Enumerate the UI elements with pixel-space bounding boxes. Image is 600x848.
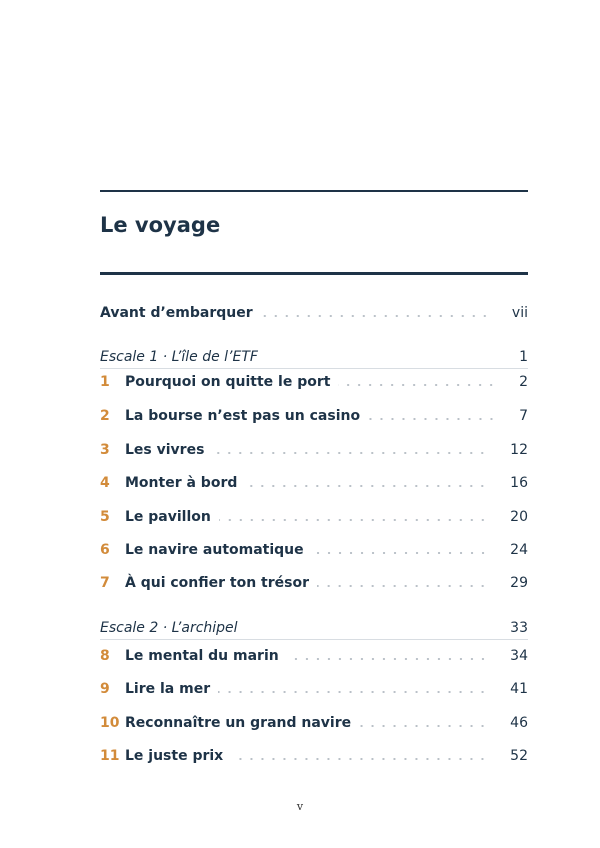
- toc-part-label: Escale 1 · L’île de l’ETF: [100, 349, 258, 365]
- toc-part-1[interactable]: [100, 346, 528, 369]
- toc-entry-number: 6: [100, 542, 110, 558]
- toc-entry-label: Le pavillon: [125, 509, 211, 525]
- toc-entry-page: 34: [510, 648, 528, 664]
- toc-entry-label: Avant d’embarquer: [100, 305, 253, 321]
- dot-leader: [317, 585, 488, 587]
- toc-entry-number: 10: [100, 715, 120, 731]
- toc-entry-number: 5: [100, 509, 110, 525]
- toc-entry-chapter-1[interactable]: [100, 371, 528, 393]
- dot-leader: [245, 485, 488, 487]
- dot-leader: [368, 418, 497, 420]
- toc-entry-chapter-11[interactable]: [100, 745, 528, 767]
- toc-entry-page: 7: [519, 408, 528, 424]
- dot-leader: [338, 384, 497, 386]
- dot-leader: [218, 691, 488, 693]
- toc-entry-chapter-8[interactable]: [100, 645, 528, 667]
- toc-entry-number: 1: [100, 374, 110, 390]
- toc-part-page: 33: [510, 620, 528, 636]
- toc-entry-page: 41: [510, 681, 528, 697]
- toc-entry-label: Le navire automatique: [125, 542, 304, 558]
- toc-entry-chapter-5[interactable]: [100, 506, 528, 528]
- toc-entry-page: 16: [510, 475, 528, 491]
- title-rule-bottom: [100, 272, 528, 275]
- toc-entry-chapter-6[interactable]: [100, 539, 528, 561]
- toc-entry-preface[interactable]: [100, 302, 528, 324]
- toc-entry-label: Monter à bord: [125, 475, 238, 491]
- toc-entry-label: Le mental du marin: [125, 648, 279, 664]
- toc-entry-number: 7: [100, 575, 110, 591]
- toc-entry-label: À qui confier ton trésor: [125, 575, 310, 591]
- toc-entry-page: 52: [510, 748, 528, 764]
- toc-entry-chapter-9[interactable]: [100, 678, 528, 700]
- toc-entry-number: 3: [100, 442, 110, 458]
- toc-entry-chapter-4[interactable]: [100, 472, 528, 494]
- toc-entry-label: La bourse n’est pas un casino: [125, 408, 361, 424]
- toc-entry-label: Lire la mer: [125, 681, 211, 697]
- toc-entry-label: Les vivres: [125, 442, 205, 458]
- toc-entry-page: vii: [511, 305, 528, 321]
- dot-leader: [261, 315, 490, 317]
- toc-entry-chapter-3[interactable]: [100, 439, 528, 461]
- toc-entry-number: 4: [100, 475, 110, 491]
- dot-leader: [219, 519, 488, 521]
- toc-entry-page: 24: [510, 542, 528, 558]
- toc-part-2[interactable]: [100, 617, 528, 640]
- page-title: Le voyage: [100, 213, 221, 237]
- toc-part-page: 1: [519, 349, 528, 365]
- toc-entry-page: 46: [510, 715, 528, 731]
- toc-entry-label: Reconnaître un grand navire: [125, 715, 352, 731]
- toc-entry-number: 11: [100, 748, 120, 764]
- dot-leader: [312, 552, 489, 554]
- toc-entry-label: Le juste prix: [125, 748, 224, 764]
- dot-leader: [212, 452, 488, 454]
- toc-entry-page: 12: [510, 442, 528, 458]
- toc-entry-page: 20: [510, 509, 528, 525]
- toc-entry-chapter-7[interactable]: [100, 572, 528, 594]
- dot-leader: [287, 658, 488, 660]
- dot-leader: [359, 725, 488, 727]
- toc-entry-page: 29: [510, 575, 528, 591]
- toc-entry-chapter-10[interactable]: [100, 712, 528, 734]
- toc-entry-label: Pourquoi on quitte le port: [125, 374, 331, 390]
- toc-entry-number: 2: [100, 408, 110, 424]
- toc-entry-page: 2: [519, 374, 528, 390]
- title-rule-top: [100, 190, 528, 192]
- toc-entry-chapter-2[interactable]: [100, 405, 528, 427]
- page-number: v: [296, 800, 304, 813]
- toc-entry-number: 8: [100, 648, 110, 664]
- dot-leader: [231, 758, 488, 760]
- toc-entry-number: 9: [100, 681, 110, 697]
- toc-part-label: Escale 2 · L’archipel: [100, 620, 238, 636]
